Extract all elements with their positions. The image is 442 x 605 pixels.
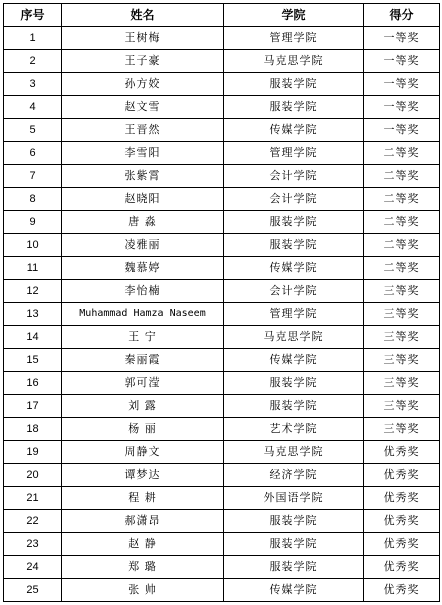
cell-school: 服装学院 [224, 533, 364, 556]
cell-award: 优秀奖 [364, 487, 440, 510]
cell-index: 8 [4, 188, 62, 211]
cell-school: 传媒学院 [224, 119, 364, 142]
table-row [4, 280, 440, 303]
table-row [4, 326, 440, 349]
cell-name: 李怡楠 [62, 280, 224, 303]
cell-school: 艺术学院 [224, 418, 364, 441]
cell-school: 管理学院 [224, 142, 364, 165]
table-row [4, 188, 440, 211]
cell-name: 王树梅 [62, 27, 224, 50]
cell-award: 三等奖 [364, 280, 440, 303]
table-row [4, 73, 440, 96]
cell-name: 程 耕 [62, 487, 224, 510]
cell-award: 二等奖 [364, 211, 440, 234]
cell-school: 传媒学院 [224, 257, 364, 280]
cell-index: 19 [4, 441, 62, 464]
cell-school: 服装学院 [224, 211, 364, 234]
table-row [4, 349, 440, 372]
table-row [4, 510, 440, 533]
cell-name: 赵文雪 [62, 96, 224, 119]
cell-index: 11 [4, 257, 62, 280]
cell-name: 秦丽霞 [62, 349, 224, 372]
cell-award: 一等奖 [364, 73, 440, 96]
table-row [4, 119, 440, 142]
cell-index: 20 [4, 464, 62, 487]
cell-name: 唐 淼 [62, 211, 224, 234]
table-row [4, 234, 440, 257]
cell-award: 一等奖 [364, 96, 440, 119]
cell-name: 王 宁 [62, 326, 224, 349]
cell-name: 李雪阳 [62, 142, 224, 165]
cell-award: 二等奖 [364, 142, 440, 165]
cell-name: 赵 静 [62, 533, 224, 556]
cell-name: 谭梦达 [62, 464, 224, 487]
cell-name: 张紫霄 [62, 165, 224, 188]
cell-index: 24 [4, 556, 62, 579]
cell-school: 会计学院 [224, 165, 364, 188]
cell-award: 优秀奖 [364, 533, 440, 556]
cell-school: 管理学院 [224, 303, 364, 326]
cell-index: 5 [4, 119, 62, 142]
table-row [4, 556, 440, 579]
cell-index: 25 [4, 579, 62, 602]
table-row [4, 165, 440, 188]
cell-name: 孙方姣 [62, 73, 224, 96]
cell-award: 优秀奖 [364, 556, 440, 579]
table-row [4, 441, 440, 464]
cell-index: 23 [4, 533, 62, 556]
cell-school: 传媒学院 [224, 579, 364, 602]
cell-index: 13 [4, 303, 62, 326]
header-school: 学院 [224, 4, 364, 27]
cell-index: 14 [4, 326, 62, 349]
cell-index: 17 [4, 395, 62, 418]
cell-school: 服装学院 [224, 96, 364, 119]
cell-award: 二等奖 [364, 188, 440, 211]
cell-award: 二等奖 [364, 257, 440, 280]
cell-award: 三等奖 [364, 372, 440, 395]
cell-school: 服装学院 [224, 556, 364, 579]
cell-school: 外国语学院 [224, 487, 364, 510]
cell-award: 优秀奖 [364, 464, 440, 487]
cell-school: 马克思学院 [224, 50, 364, 73]
table-row [4, 303, 440, 326]
cell-name: 凌雅丽 [62, 234, 224, 257]
cell-award: 三等奖 [364, 418, 440, 441]
cell-school: 服装学院 [224, 234, 364, 257]
cell-name: 王晋然 [62, 119, 224, 142]
cell-award: 三等奖 [364, 303, 440, 326]
cell-index: 6 [4, 142, 62, 165]
header-name: 姓名 [62, 4, 224, 27]
cell-school: 会计学院 [224, 280, 364, 303]
cell-award: 优秀奖 [364, 510, 440, 533]
cell-index: 16 [4, 372, 62, 395]
cell-award: 三等奖 [364, 349, 440, 372]
cell-award: 二等奖 [364, 234, 440, 257]
cell-index: 7 [4, 165, 62, 188]
cell-name: 郭可滢 [62, 372, 224, 395]
table-row [4, 50, 440, 73]
cell-index: 15 [4, 349, 62, 372]
cell-school: 服装学院 [224, 395, 364, 418]
cell-award: 优秀奖 [364, 579, 440, 602]
cell-name: 魏慕婷 [62, 257, 224, 280]
cell-school: 会计学院 [224, 188, 364, 211]
cell-school: 传媒学院 [224, 349, 364, 372]
table-row [4, 533, 440, 556]
cell-school: 马克思学院 [224, 326, 364, 349]
cell-name: 杨 丽 [62, 418, 224, 441]
table-header-row [4, 4, 440, 27]
table-row [4, 142, 440, 165]
cell-index: 21 [4, 487, 62, 510]
cell-school: 马克思学院 [224, 441, 364, 464]
table-row [4, 487, 440, 510]
cell-index: 10 [4, 234, 62, 257]
cell-school: 服装学院 [224, 510, 364, 533]
table-row [4, 372, 440, 395]
cell-index: 3 [4, 73, 62, 96]
table-row [4, 211, 440, 234]
cell-index: 9 [4, 211, 62, 234]
cell-award: 一等奖 [364, 27, 440, 50]
award-table [3, 3, 440, 602]
cell-name: Muhammad Hamza Naseem [62, 303, 224, 326]
table-body [4, 27, 440, 602]
cell-award: 三等奖 [364, 326, 440, 349]
cell-school: 经济学院 [224, 464, 364, 487]
header-award: 得分 [364, 4, 440, 27]
cell-index: 4 [4, 96, 62, 119]
cell-school: 服装学院 [224, 73, 364, 96]
cell-name: 赵晓阳 [62, 188, 224, 211]
cell-award: 二等奖 [364, 165, 440, 188]
cell-school: 管理学院 [224, 27, 364, 50]
table-row [4, 418, 440, 441]
cell-award: 一等奖 [364, 50, 440, 73]
table-row [4, 96, 440, 119]
cell-name: 郝潇昂 [62, 510, 224, 533]
cell-index: 2 [4, 50, 62, 73]
cell-award: 优秀奖 [364, 441, 440, 464]
cell-name: 张 帅 [62, 579, 224, 602]
header-index: 序号 [4, 4, 62, 27]
cell-name: 刘 露 [62, 395, 224, 418]
cell-index: 22 [4, 510, 62, 533]
table-row [4, 257, 440, 280]
table-row [4, 27, 440, 50]
cell-name: 王子豪 [62, 50, 224, 73]
cell-index: 1 [4, 27, 62, 50]
cell-award: 一等奖 [364, 119, 440, 142]
cell-index: 18 [4, 418, 62, 441]
cell-index: 12 [4, 280, 62, 303]
table-row [4, 395, 440, 418]
table-row [4, 579, 440, 602]
table-row [4, 464, 440, 487]
cell-name: 周静文 [62, 441, 224, 464]
cell-school: 服装学院 [224, 372, 364, 395]
cell-name: 郑 璐 [62, 556, 224, 579]
cell-award: 三等奖 [364, 395, 440, 418]
